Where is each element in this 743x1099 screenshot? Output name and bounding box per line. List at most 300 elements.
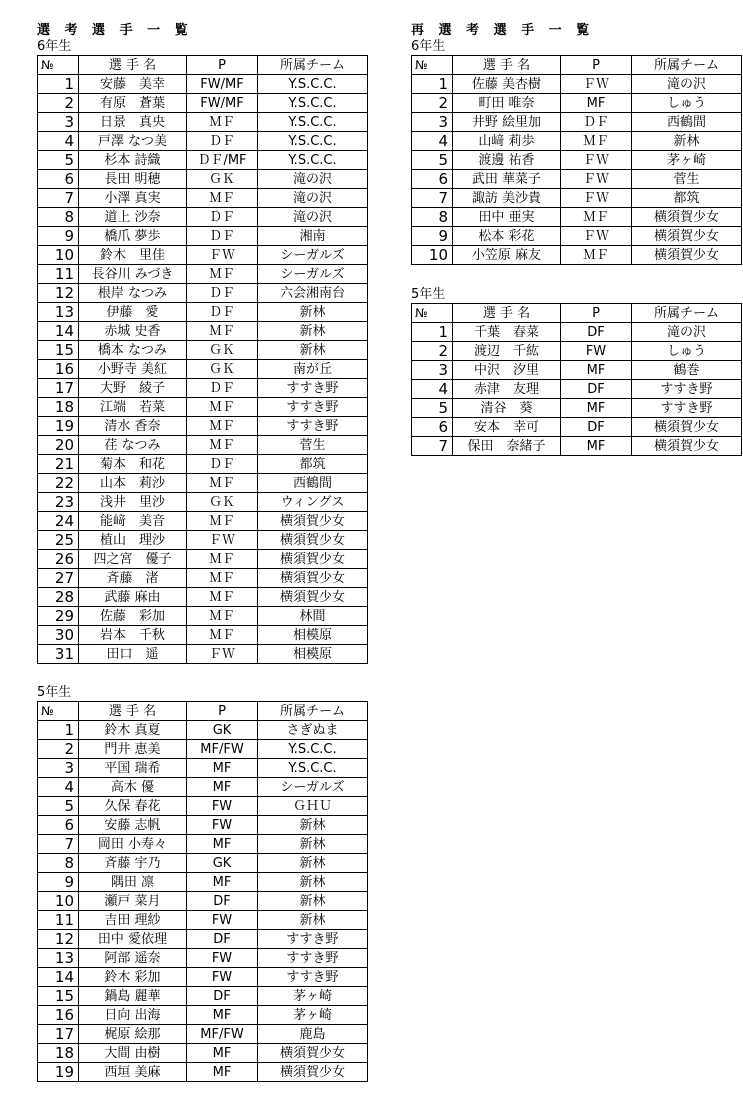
player-position: MF [187, 1044, 258, 1063]
player-position: ＤＦ [187, 227, 258, 246]
table-row [412, 132, 742, 151]
reselected-grade5-section [411, 287, 742, 456]
player-team: 新林 [258, 854, 368, 873]
player-number: 11 [38, 265, 79, 284]
player-name: 小野寺 美紅 [79, 360, 187, 379]
table-row [412, 189, 742, 208]
player-name: 保田 奈緒子 [453, 437, 561, 456]
player-number: 18 [38, 398, 79, 417]
player-number: 4 [412, 380, 453, 399]
player-team: 六会湘南台 [258, 284, 368, 303]
player-number: 26 [38, 550, 79, 569]
roster-table [411, 55, 742, 265]
player-number: 5 [38, 151, 79, 170]
player-position: ＦＷ [561, 151, 632, 170]
player-name: 井野 絵里加 [453, 113, 561, 132]
header-team: 所属チーム [632, 56, 742, 75]
table-row [38, 987, 368, 1006]
player-number: 4 [412, 132, 453, 151]
player-number: 14 [38, 322, 79, 341]
table-row [38, 721, 368, 740]
player-name: 赤津 友理 [453, 380, 561, 399]
player-position: ＭＦ [187, 417, 258, 436]
player-position: ＤＦ [561, 113, 632, 132]
player-position: ＭＦ [187, 436, 258, 455]
player-position: DF [187, 987, 258, 1006]
table-row [38, 949, 368, 968]
player-name: 橋本 なつみ [79, 341, 187, 360]
player-name: 佐藤 美杏樹 [453, 75, 561, 94]
player-number: 8 [38, 208, 79, 227]
header-name: 選 手 名 [453, 304, 561, 323]
player-name: 小澤 真実 [79, 189, 187, 208]
player-number: 13 [38, 949, 79, 968]
header-no: № [38, 702, 79, 721]
table-row [412, 418, 742, 437]
player-team: 鶴巻 [632, 361, 742, 380]
player-team: 新林 [258, 816, 368, 835]
player-position: DF [561, 380, 632, 399]
table-row [38, 531, 368, 550]
player-number: 30 [38, 626, 79, 645]
player-name: 四之宮 優子 [79, 550, 187, 569]
player-position: GK [187, 721, 258, 740]
player-number: 16 [38, 360, 79, 379]
player-position: MF [561, 437, 632, 456]
player-position: ＦＷ [561, 189, 632, 208]
table-row [38, 75, 368, 94]
player-team: 横須賀少女 [632, 437, 742, 456]
player-name: 安藤 美幸 [79, 75, 187, 94]
player-number: 21 [38, 455, 79, 474]
player-position: FW [561, 342, 632, 361]
table-row [38, 968, 368, 987]
player-number: 5 [412, 151, 453, 170]
player-name: 鍋島 麗華 [79, 987, 187, 1006]
table-row [38, 1063, 368, 1082]
table-row [38, 854, 368, 873]
grade-label: 5年生 [411, 287, 446, 302]
table-row [412, 246, 742, 265]
player-name: 門井 恵美 [79, 740, 187, 759]
player-position: FW/MF [187, 75, 258, 94]
player-position: ＤＦ [187, 379, 258, 398]
player-position: MF/FW [187, 740, 258, 759]
player-team: 新林 [258, 835, 368, 854]
roster-table [37, 55, 368, 664]
player-position: ＤＦ [187, 132, 258, 151]
player-position: MF [187, 1063, 258, 1082]
player-team: 茅ヶ崎 [258, 987, 368, 1006]
table-row [38, 227, 368, 246]
player-position: ＧＫ [187, 170, 258, 189]
player-team: 横須賀少女 [632, 227, 742, 246]
player-team: 新林 [258, 873, 368, 892]
table-row [38, 873, 368, 892]
player-position: ＭＦ [187, 626, 258, 645]
player-name: 浅井 里沙 [79, 493, 187, 512]
player-name: 斉藤 渚 [79, 569, 187, 588]
player-number: 14 [38, 968, 79, 987]
player-position: ＭＦ [561, 208, 632, 227]
player-name: 大野 綾子 [79, 379, 187, 398]
player-team: 茅ヶ崎 [632, 151, 742, 170]
header-row [412, 304, 742, 323]
player-number: 18 [38, 1044, 79, 1063]
player-team: 西鶴間 [632, 113, 742, 132]
table-row [38, 588, 368, 607]
player-position: FW [187, 911, 258, 930]
table-row [38, 284, 368, 303]
player-team: 滝の沢 [258, 189, 368, 208]
player-team: 新林 [258, 892, 368, 911]
player-team: 菅生 [632, 170, 742, 189]
player-team: 横須賀少女 [258, 1044, 368, 1063]
player-number: 19 [38, 417, 79, 436]
player-name: 諏訪 美沙貴 [453, 189, 561, 208]
table-row [38, 436, 368, 455]
player-name: 武藤 麻由 [79, 588, 187, 607]
player-position: ＧＫ [187, 341, 258, 360]
player-team: 新林 [258, 322, 368, 341]
player-team: 横須賀少女 [258, 588, 368, 607]
player-team: 都筑 [632, 189, 742, 208]
reselected-title: 再 選 考 選 手 一 覧 [411, 23, 595, 38]
player-position: ＦＷ [561, 227, 632, 246]
player-name: 道上 沙奈 [79, 208, 187, 227]
player-name: 清水 香奈 [79, 417, 187, 436]
player-number: 2 [412, 342, 453, 361]
player-team: すすき野 [258, 379, 368, 398]
selected-title: 選 考 選 手 一 覧 [37, 23, 193, 38]
player-number: 16 [38, 1006, 79, 1025]
table-row [38, 1044, 368, 1063]
table-row [412, 94, 742, 113]
player-position: ＤＦ [187, 284, 258, 303]
player-position: MF [187, 778, 258, 797]
player-name: 小笠原 麻友 [453, 246, 561, 265]
player-position: ＭＦ [187, 398, 258, 417]
player-number: 1 [412, 75, 453, 94]
player-position: DF [187, 930, 258, 949]
player-name: 渡辺 千紘 [453, 342, 561, 361]
table-row [412, 208, 742, 227]
player-team: Y.S.C.C. [258, 94, 368, 113]
grade-label: 6年生 [37, 39, 72, 54]
player-number: 6 [38, 816, 79, 835]
player-team: 菅生 [258, 436, 368, 455]
player-number: 7 [412, 437, 453, 456]
player-position: ＭＦ [187, 322, 258, 341]
player-team: 林間 [258, 607, 368, 626]
player-number: 9 [412, 227, 453, 246]
table-row [38, 170, 368, 189]
player-position: MF [561, 361, 632, 380]
player-position: ＧＫ [187, 360, 258, 379]
player-name: 大間 由樹 [79, 1044, 187, 1063]
reselected-grade6-section [411, 22, 742, 265]
player-position: MF [561, 399, 632, 418]
player-number: 7 [38, 835, 79, 854]
player-name: 菊本 和花 [79, 455, 187, 474]
player-number: 27 [38, 569, 79, 588]
player-position: ＭＦ [561, 246, 632, 265]
player-number: 2 [412, 94, 453, 113]
player-position: ＧＫ [187, 493, 258, 512]
player-position: DF [187, 892, 258, 911]
table-row [38, 930, 368, 949]
table-row [38, 189, 368, 208]
player-number: 3 [412, 113, 453, 132]
player-name: 佐藤 彩加 [79, 607, 187, 626]
player-name: 田口 遥 [79, 645, 187, 664]
player-name: 梶原 絵那 [79, 1025, 187, 1044]
player-number: 6 [38, 170, 79, 189]
player-team: 新林 [258, 341, 368, 360]
player-number: 29 [38, 607, 79, 626]
table-row [38, 246, 368, 265]
table-row [412, 399, 742, 418]
player-team: 横須賀少女 [632, 208, 742, 227]
player-team: 南が丘 [258, 360, 368, 379]
player-position: MF [187, 873, 258, 892]
player-team: 滝の沢 [258, 170, 368, 189]
table-row [38, 303, 368, 322]
player-number: 5 [38, 797, 79, 816]
player-name: 中沢 汐里 [453, 361, 561, 380]
player-team: 横須賀少女 [258, 512, 368, 531]
player-position: GK [187, 854, 258, 873]
player-position: ＤＦ [187, 303, 258, 322]
table-row [38, 911, 368, 930]
player-position: ＤＦ [187, 455, 258, 474]
header-team: 所属チーム [632, 304, 742, 323]
header-no: № [412, 56, 453, 75]
player-name: 能﨑 美音 [79, 512, 187, 531]
player-team: さぎぬま [258, 721, 368, 740]
player-name: 吉田 理紗 [79, 911, 187, 930]
player-name: 有原 蒼葉 [79, 94, 187, 113]
player-team: Y.S.C.C. [258, 759, 368, 778]
player-team: すすき野 [258, 417, 368, 436]
table-row [38, 740, 368, 759]
player-number: 15 [38, 341, 79, 360]
player-position: ＭＦ [187, 588, 258, 607]
table-row [38, 797, 368, 816]
player-position: MF [561, 94, 632, 113]
player-team: シーガルズ [258, 246, 368, 265]
player-team: すすき野 [632, 380, 742, 399]
player-name: 西垣 美麻 [79, 1063, 187, 1082]
header-position: P [561, 56, 632, 75]
player-team: Y.S.C.C. [258, 75, 368, 94]
player-number: 2 [38, 94, 79, 113]
table-row [412, 227, 742, 246]
player-name: 久保 春花 [79, 797, 187, 816]
player-team: 横須賀少女 [632, 246, 742, 265]
player-name: 田中 愛依理 [79, 930, 187, 949]
header-name: 選 手 名 [79, 702, 187, 721]
player-position: FW [187, 816, 258, 835]
player-team: 西鶴間 [258, 474, 368, 493]
player-team: Y.S.C.C. [258, 132, 368, 151]
player-position: ＦＷ [561, 170, 632, 189]
player-number: 7 [38, 189, 79, 208]
player-name: 日景 真央 [79, 113, 187, 132]
player-team: シーガルズ [258, 778, 368, 797]
player-number: 31 [38, 645, 79, 664]
player-name: 岡田 小寿々 [79, 835, 187, 854]
player-number: 1 [412, 323, 453, 342]
player-position: ＦＷ [187, 645, 258, 664]
table-row [38, 417, 368, 436]
player-position: ＦＷ [187, 246, 258, 265]
player-number: 3 [412, 361, 453, 380]
header-team: 所属チーム [258, 702, 368, 721]
player-number: 4 [38, 132, 79, 151]
player-team: Y.S.C.C. [258, 740, 368, 759]
player-name: 高木 優 [79, 778, 187, 797]
player-name: 山﨑 莉歩 [453, 132, 561, 151]
roster-table [37, 701, 368, 1082]
player-name: 斉藤 宇乃 [79, 854, 187, 873]
player-position: FW/MF [187, 94, 258, 113]
header-position: P [187, 702, 258, 721]
player-team: Y.S.C.C. [258, 151, 368, 170]
player-number: 1 [38, 721, 79, 740]
player-number: 17 [38, 1025, 79, 1044]
selected-grade5-section [37, 685, 368, 1082]
player-position: ＭＦ [187, 607, 258, 626]
player-name: 杉本 詩織 [79, 151, 187, 170]
table-row [38, 322, 368, 341]
player-name: 安本 幸可 [453, 418, 561, 437]
player-name: 岩本 千秋 [79, 626, 187, 645]
player-number: 5 [412, 399, 453, 418]
player-name: 長田 明穂 [79, 170, 187, 189]
player-number: 3 [38, 759, 79, 778]
player-name: 江端 若菜 [79, 398, 187, 417]
player-team: 湘南 [258, 227, 368, 246]
player-number: 19 [38, 1063, 79, 1082]
player-team: 相模原 [258, 645, 368, 664]
player-team: シーガルズ [258, 265, 368, 284]
player-name: 山本 莉沙 [79, 474, 187, 493]
table-row [38, 151, 368, 170]
table-row [38, 360, 368, 379]
table-row [38, 208, 368, 227]
player-team: すすき野 [632, 399, 742, 418]
player-number: 3 [38, 113, 79, 132]
table-row [38, 455, 368, 474]
table-row [412, 170, 742, 189]
player-name: 日向 出海 [79, 1006, 187, 1025]
player-name: 鈴木 里佳 [79, 246, 187, 265]
header-position: P [187, 56, 258, 75]
table-row [38, 94, 368, 113]
player-team: すすき野 [258, 968, 368, 987]
player-name: 植山 理沙 [79, 531, 187, 550]
table-row [38, 113, 368, 132]
header-team: 所属チーム [258, 56, 368, 75]
player-name: 安藤 志帆 [79, 816, 187, 835]
table-row [38, 341, 368, 360]
player-team: 相模原 [258, 626, 368, 645]
player-team: 茅ヶ崎 [258, 1006, 368, 1025]
player-position: FW [187, 968, 258, 987]
player-position: ＭＦ [187, 265, 258, 284]
header-row [38, 56, 368, 75]
player-position: FW [187, 797, 258, 816]
player-name: 松本 彩花 [453, 227, 561, 246]
player-number: 2 [38, 740, 79, 759]
player-name: 武田 華菜子 [453, 170, 561, 189]
player-name: 長谷川 みづき [79, 265, 187, 284]
player-number: 10 [38, 892, 79, 911]
player-number: 10 [38, 246, 79, 265]
player-position: DF [561, 323, 632, 342]
player-number: 24 [38, 512, 79, 531]
table-row [38, 835, 368, 854]
table-row [38, 132, 368, 151]
player-number: 12 [38, 930, 79, 949]
player-number: 4 [38, 778, 79, 797]
player-number: 28 [38, 588, 79, 607]
player-name: 根岸 なつみ [79, 284, 187, 303]
player-team: すすき野 [258, 930, 368, 949]
table-row [38, 892, 368, 911]
table-row [412, 113, 742, 132]
player-position: MF [187, 759, 258, 778]
table-row [38, 398, 368, 417]
table-row [38, 759, 368, 778]
player-position: MF [187, 1006, 258, 1025]
table-row [412, 323, 742, 342]
player-position: FW [187, 949, 258, 968]
table-row [38, 379, 368, 398]
header-no: № [38, 56, 79, 75]
player-position: ＭＦ [561, 132, 632, 151]
table-row [38, 626, 368, 645]
player-name: 鈴木 真夏 [79, 721, 187, 740]
player-team: しゅう [632, 94, 742, 113]
player-number: 9 [38, 873, 79, 892]
player-team: ＧＨＵ [258, 797, 368, 816]
player-team: ウィングス [258, 493, 368, 512]
player-number: 11 [38, 911, 79, 930]
player-team: 横須賀少女 [258, 550, 368, 569]
player-team: Y.S.C.C. [258, 113, 368, 132]
table-row [412, 75, 742, 94]
player-team: 都筑 [258, 455, 368, 474]
table-row [38, 569, 368, 588]
player-number: 9 [38, 227, 79, 246]
player-position: ＭＦ [187, 512, 258, 531]
player-name: 橋爪 夢歩 [79, 227, 187, 246]
player-team: 横須賀少女 [258, 569, 368, 588]
player-number: 15 [38, 987, 79, 1006]
player-team: 新林 [632, 132, 742, 151]
player-name: 平国 瑞希 [79, 759, 187, 778]
table-row [38, 778, 368, 797]
player-number: 6 [412, 418, 453, 437]
player-team: 横須賀少女 [632, 418, 742, 437]
player-name: 田中 亜実 [453, 208, 561, 227]
header-row [38, 702, 368, 721]
player-team: 滝の沢 [258, 208, 368, 227]
player-team: 横須賀少女 [258, 531, 368, 550]
player-team: しゅう [632, 342, 742, 361]
